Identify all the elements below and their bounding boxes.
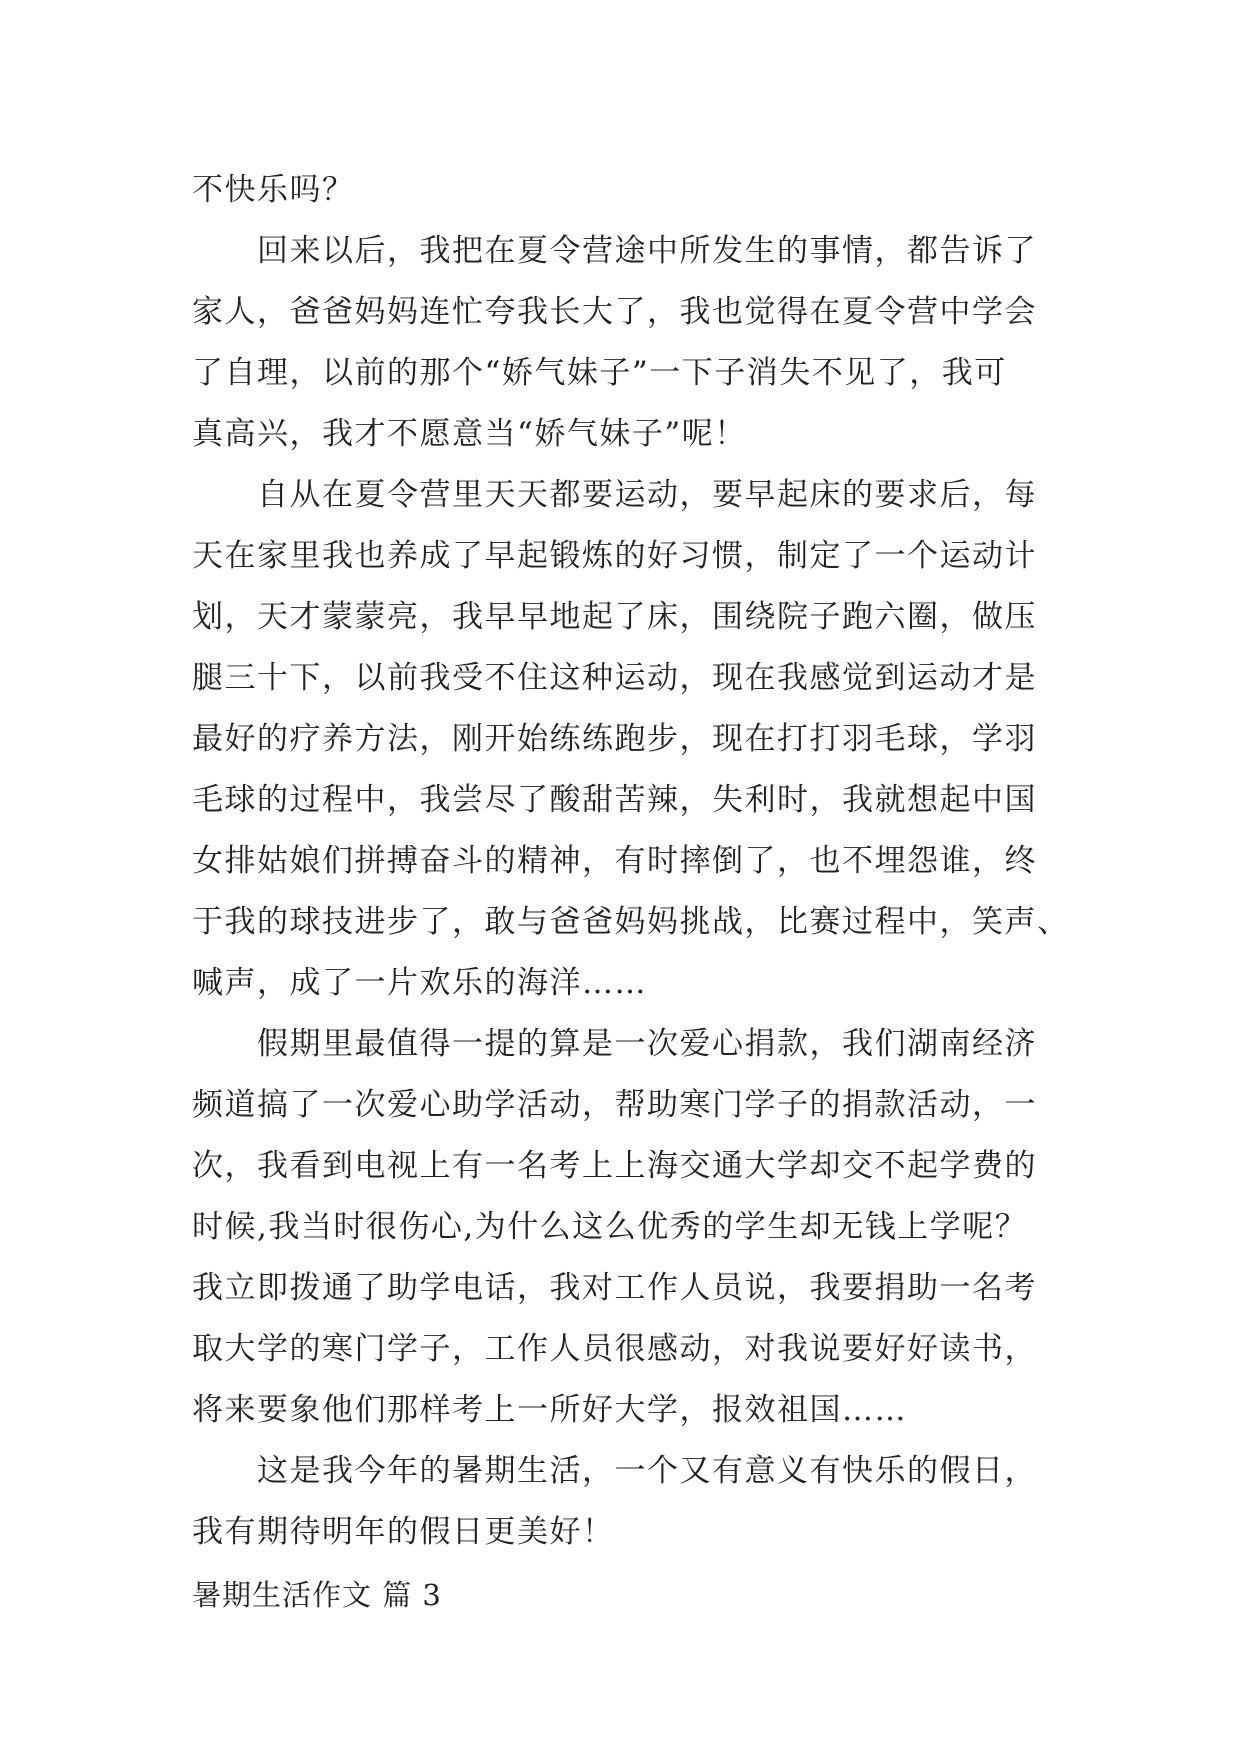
- text-line: 我有期待明年的假日更美好！: [192, 1514, 615, 1550]
- text-line: 真高兴，我才不愿意当“娇气妹子”呢！: [192, 416, 747, 452]
- text-line: 这是我今年的暑期生活，一个又有意义有快乐的假日，: [192, 1453, 1037, 1489]
- text-line: 划，天才蒙蒙亮，我早早地起了床，围绕院子跑六圈，做压: [192, 599, 1037, 635]
- text-line: 家人，爸爸妈妈连忙夸我长大了，我也觉得在夏令营中学会: [192, 294, 1037, 330]
- text-line: 了自理，以前的那个“娇气妹子”一下子消失不见了，我可: [192, 355, 1007, 391]
- text-line: 假期里最值得一提的算是一次爱心捐款，我们湖南经济: [192, 1026, 1037, 1062]
- text-line: 回来以后，我把在夏令营途中所发生的事情，都告诉了: [192, 233, 1037, 269]
- text-line: 自从在夏令营里天天都要运动，要早起床的要求后，每: [192, 477, 1037, 513]
- text-line: 天在家里我也养成了早起锻炼的好习惯，制定了一个运动计: [192, 538, 1037, 574]
- text-line: 将来要象他们那样考上一所好大学，报效祖国……: [192, 1392, 907, 1428]
- text-line: 取大学的寒门学子，工作人员很感动，对我说要好好读书，: [192, 1331, 1037, 1367]
- text-line: 频道搞了一次爱心助学活动，帮助寒门学子的捐款活动，一: [192, 1087, 1037, 1123]
- text-line: 于我的球技进步了，敢与爸爸妈妈挑战，比赛过程中，笑声、: [192, 904, 1070, 940]
- section-heading: 暑期生活作文 篇 3: [192, 1578, 442, 1612]
- text-line: 最好的疗养方法，刚开始练练跑步，现在打打羽毛球，学羽: [192, 721, 1037, 757]
- text-line: 时候,我当时很伤心,为什么这么优秀的学生却无钱上学呢？: [192, 1209, 1028, 1245]
- text-line: 次，我看到电视上有一名考上上海交通大学却交不起学费的: [192, 1148, 1037, 1184]
- text-line: 毛球的过程中，我尝尽了酸甜苦辣，失利时，我就想起中国: [192, 782, 1037, 818]
- text-line: 女排姑娘们拼搏奋斗的精神，有时摔倒了，也不埋怨谁，终: [192, 843, 1037, 879]
- text-line: 腿三十下，以前我受不住这种运动，现在我感觉到运动才是: [192, 660, 1037, 696]
- text-line: 喊声，成了一片欢乐的海洋……: [192, 965, 647, 1001]
- text-line: 不快乐吗？: [192, 172, 355, 208]
- text-line: 我立即拨通了助学电话，我对工作人员说，我要捐助一名考: [192, 1270, 1037, 1306]
- document-page: [192, 160, 1070, 1625]
